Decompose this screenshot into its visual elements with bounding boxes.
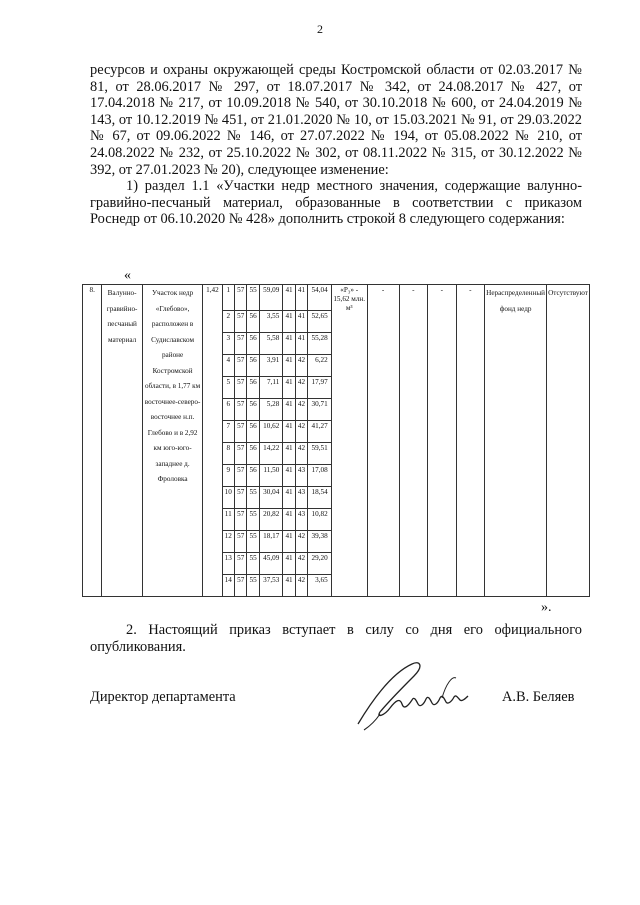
point-number-cell: 3 xyxy=(222,333,234,355)
lon-sec-cell: 18,54 xyxy=(308,487,331,509)
point-number-cell: 13 xyxy=(222,553,234,575)
point-number-cell: 8 xyxy=(222,443,234,465)
point-number-cell: 9 xyxy=(222,465,234,487)
point-number-cell: 5 xyxy=(222,377,234,399)
lon-sec-cell: 3,65 xyxy=(308,575,331,597)
lat-sec-cell: 30,04 xyxy=(259,487,282,509)
lat-sec-cell: 45,09 xyxy=(259,553,282,575)
lat-sec-cell: 37,53 xyxy=(259,575,282,597)
lon-sec-cell: 39,38 xyxy=(308,531,331,553)
area-cell: 1,42 xyxy=(203,285,222,597)
lat-min-cell: 56 xyxy=(247,399,259,421)
lon-sec-cell: 6,22 xyxy=(308,355,331,377)
table-row xyxy=(83,285,590,311)
lon-sec-cell: 41,27 xyxy=(308,421,331,443)
lon-min-cell: 42 xyxy=(295,355,307,377)
lat-min-cell: 55 xyxy=(247,575,259,597)
lat-deg-cell: 57 xyxy=(234,333,246,355)
lat-deg-cell: 57 xyxy=(234,355,246,377)
lon-sec-cell: 55,28 xyxy=(308,333,331,355)
lon-deg-cell: 41 xyxy=(283,311,295,333)
lat-min-cell: 56 xyxy=(247,421,259,443)
lon-min-cell: 42 xyxy=(295,399,307,421)
point-2-paragraph: 2. Настоящий приказ вступает в силу со дня его официального опубликования. xyxy=(90,622,582,655)
lon-deg-cell: 41 xyxy=(283,487,295,509)
lat-sec-cell: 5,58 xyxy=(259,333,282,355)
closing-quote: ». xyxy=(541,600,552,615)
lon-min-cell: 42 xyxy=(295,421,307,443)
lat-sec-cell: 59,09 xyxy=(259,285,282,311)
lat-min-cell: 55 xyxy=(247,553,259,575)
lon-deg-cell: 41 xyxy=(283,399,295,421)
lat-min-cell: 56 xyxy=(247,465,259,487)
point-number-cell: 12 xyxy=(222,531,234,553)
lon-min-cell: 43 xyxy=(295,487,307,509)
point-number-cell: 11 xyxy=(222,509,234,531)
lon-deg-cell: 41 xyxy=(283,465,295,487)
lon-min-cell: 42 xyxy=(295,553,307,575)
lon-sec-cell: 10,82 xyxy=(308,509,331,531)
lat-deg-cell: 57 xyxy=(234,465,246,487)
lat-sec-cell: 14,22 xyxy=(259,443,282,465)
lon-deg-cell: 41 xyxy=(283,575,295,597)
page-number: 2 xyxy=(317,22,323,36)
lat-deg-cell: 57 xyxy=(234,575,246,597)
dash-cell-1: - xyxy=(367,285,399,597)
lat-deg-cell: 57 xyxy=(234,531,246,553)
lon-sec-cell: 52,65 xyxy=(308,311,331,333)
lat-min-cell: 56 xyxy=(247,443,259,465)
lat-deg-cell: 57 xyxy=(234,285,246,311)
lon-min-cell: 41 xyxy=(295,333,307,355)
lon-deg-cell: 41 xyxy=(283,553,295,575)
lon-sec-cell: 17,97 xyxy=(308,377,331,399)
handwritten-signature xyxy=(350,654,480,734)
lon-min-cell: 42 xyxy=(295,575,307,597)
point-number-cell: 6 xyxy=(222,399,234,421)
subsoil-sites-table xyxy=(82,284,590,597)
intro-paragraph: ресурсов и охраны окружающей среды Костромской области от 02.03.2017 № 81, от 28.06.2017 № 297, от 18.07.2017 № 342, от 24.08.2017 № 427, от 17.04.2018 № 217, от 10.09.2018 № 540, от 30.10.2018 № 600, от 24.04.2019 № 143, от 10.12.2019 № 451, от 21.01.2020 № 10, от 15.03.2021 № 91, от 29.03.2022 № 67, от 09.06.2022 № 146, от 27.07.2022 № 194, от 05.08.2022 № 210, от 24.08.2022 № 232, от 25.10.2022 № 302, от 08.11.2022 № 315, от 30.12.2022 № 392, от 27.01.2023 № 20), следующее изменение: xyxy=(90,62,582,178)
lon-min-cell: 42 xyxy=(295,531,307,553)
point-number-cell: 2 xyxy=(222,311,234,333)
lon-min-cell: 43 xyxy=(295,509,307,531)
point-number-cell: 4 xyxy=(222,355,234,377)
lat-sec-cell: 3,55 xyxy=(259,311,282,333)
point-number-cell: 7 xyxy=(222,421,234,443)
lon-deg-cell: 41 xyxy=(283,355,295,377)
lon-sec-cell: 54,04 xyxy=(308,285,331,311)
lat-min-cell: 55 xyxy=(247,531,259,553)
fund-status-cell: Нераспределенный фонд недр xyxy=(485,285,547,597)
lon-deg-cell: 41 xyxy=(283,531,295,553)
lat-min-cell: 56 xyxy=(247,377,259,399)
lat-sec-cell: 7,11 xyxy=(259,377,282,399)
lat-deg-cell: 57 xyxy=(234,443,246,465)
lat-sec-cell: 18,17 xyxy=(259,531,282,553)
lat-sec-cell: 5,28 xyxy=(259,399,282,421)
row-number-cell: 8. xyxy=(83,285,102,597)
lat-min-cell: 55 xyxy=(247,509,259,531)
point-1-paragraph: 1) раздел 1.1 «Участки недр местного значения, содержащие валунно-гравийно-песчаный материал, образованные в соответствии с приказом Роснедр от 06.10.2020 № 428» дополнить строкой 8 следующего содержания: xyxy=(90,178,582,228)
point-number-cell: 14 xyxy=(222,575,234,597)
lat-deg-cell: 57 xyxy=(234,553,246,575)
lon-deg-cell: 41 xyxy=(283,509,295,531)
lat-min-cell: 55 xyxy=(247,487,259,509)
absent-cell: Отсутствуют xyxy=(547,285,590,597)
lat-sec-cell: 11,50 xyxy=(259,465,282,487)
dash-cell-2: - xyxy=(399,285,428,597)
lon-min-cell: 41 xyxy=(295,285,307,311)
lon-sec-cell: 59,51 xyxy=(308,443,331,465)
lat-min-cell: 56 xyxy=(247,355,259,377)
lat-deg-cell: 57 xyxy=(234,377,246,399)
mineral-cell: Валунно-гравийно-песчаный материал xyxy=(102,285,142,597)
lon-deg-cell: 41 xyxy=(283,377,295,399)
point-number-cell: 1 xyxy=(222,285,234,311)
lon-sec-cell: 30,71 xyxy=(308,399,331,421)
lon-sec-cell: 29,20 xyxy=(308,553,331,575)
lon-deg-cell: 41 xyxy=(283,333,295,355)
point-number-cell: 10 xyxy=(222,487,234,509)
lon-min-cell: 42 xyxy=(295,443,307,465)
lat-sec-cell: 20,82 xyxy=(259,509,282,531)
dash-cell-4: - xyxy=(456,285,485,597)
lat-sec-cell: 3,91 xyxy=(259,355,282,377)
document-body xyxy=(90,62,582,228)
lat-min-cell: 56 xyxy=(247,333,259,355)
lon-deg-cell: 41 xyxy=(283,285,295,311)
lat-sec-cell: 10,62 xyxy=(259,421,282,443)
lat-deg-cell: 57 xyxy=(234,487,246,509)
signatory-name: А.В. Беляев xyxy=(502,689,575,705)
resources-cell: «P₃» - 15,62 млн. м³ xyxy=(331,285,367,597)
opening-quote: « xyxy=(124,268,131,283)
lat-min-cell: 55 xyxy=(247,285,259,311)
lon-min-cell: 41 xyxy=(295,311,307,333)
lat-deg-cell: 57 xyxy=(234,421,246,443)
signatory-title: Директор департамента xyxy=(90,689,236,705)
lat-deg-cell: 57 xyxy=(234,399,246,421)
lat-deg-cell: 57 xyxy=(234,311,246,333)
lon-sec-cell: 17,08 xyxy=(308,465,331,487)
point-2-block xyxy=(90,622,582,655)
dash-cell-3: - xyxy=(428,285,457,597)
lon-min-cell: 43 xyxy=(295,465,307,487)
lon-min-cell: 42 xyxy=(295,377,307,399)
lon-deg-cell: 41 xyxy=(283,421,295,443)
site-description-cell: Участок недр «Глебово», расположен в Судиславском районе Костромской области, в 1,77 км восточнее-северо-восточнее н.п. Глебово и в 2,92 км юго-юго-западнее д. Фроловка xyxy=(142,285,203,597)
lat-min-cell: 56 xyxy=(247,311,259,333)
lon-deg-cell: 41 xyxy=(283,443,295,465)
lat-deg-cell: 57 xyxy=(234,509,246,531)
